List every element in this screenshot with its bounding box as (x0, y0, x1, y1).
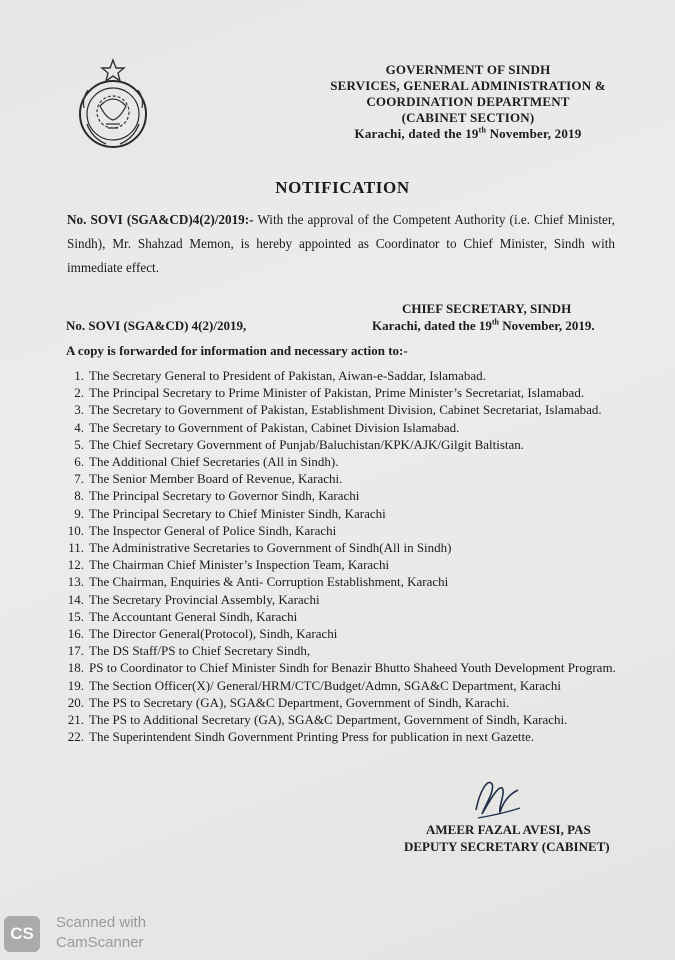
list-item-number: 14. (67, 591, 84, 607)
list-item-number: 10. (67, 522, 84, 538)
list-item-number: 8. (74, 488, 84, 504)
recipient-list (52, 367, 672, 745)
list-item (52, 384, 672, 401)
list-item (52, 367, 672, 384)
list-item (52, 659, 672, 676)
list-item-text: The DS Staff/PS to Chief Secretary Sindh, (89, 643, 311, 659)
list-item-text: The Secretary to Government of Pakistan, Establishment Division, Cabinet Secretariat, Islamabad. (89, 402, 602, 418)
letterhead-line: (CABINET SECTION) (401, 110, 535, 125)
list-item (52, 470, 672, 487)
list-item-text: PS to Coordinator to Chief Minister Sindh for Benazir Bhutto Shaheed Youth Development Program. (89, 660, 616, 676)
list-item-number: 16. (67, 626, 84, 642)
list-item-number: 13. (67, 574, 84, 590)
list-item-text: The Accountant General Sindh, Karachi (89, 608, 298, 624)
list-item-number: 22. (67, 729, 84, 745)
list-item (52, 711, 672, 728)
list-item-number: 4. (74, 419, 84, 435)
chief-secretary: CHIEF SECRETARY, SINDH (402, 301, 572, 316)
letterhead-date: Karachi, dated the 19th November, 2019 (354, 125, 582, 141)
list-item (52, 608, 672, 625)
list-item (52, 419, 672, 436)
list-item (52, 591, 672, 608)
list-item-number: 17. (67, 643, 84, 659)
list-item (52, 487, 672, 504)
list-item-text: The Superintendent Sindh Government Printing Press for publication in next Gazette. (89, 729, 535, 745)
signatory-name: AMEER FAZAL AVESI, PAS (426, 822, 591, 837)
list-item-number: 15. (67, 608, 84, 624)
list-item (52, 694, 672, 711)
list-item-text: The Chairman, Enquiries & Anti- Corruption Establishment, Karachi (89, 574, 449, 590)
list-item-text: The Secretary Provincial Assembly, Karachi (89, 591, 320, 607)
list-item (52, 539, 672, 556)
list-item-text: The Chairman Chief Minister’s Inspection Team, Karachi (89, 557, 390, 573)
list-item (52, 573, 672, 590)
list-item (52, 453, 672, 470)
letterhead-line: COORDINATION DEPARTMENT (366, 94, 570, 109)
list-item-text: The Additional Chief Secretaries (All in Sindh). (89, 454, 339, 470)
list-item (52, 556, 672, 573)
watermark-line: CamScanner (56, 934, 144, 951)
list-item-number: 9. (74, 505, 84, 521)
list-item (52, 677, 672, 694)
watermark-line: Scanned with (56, 914, 147, 931)
list-item-number: 5. (74, 436, 84, 452)
list-item-text: The Administrative Secretaries to Government of Sindh(All in Sindh) (89, 540, 452, 556)
list-item (52, 401, 672, 418)
list-item (52, 505, 672, 522)
copy-date: Karachi, dated the 19th November, 2019. (372, 317, 595, 333)
letterhead-line: SERVICES, GENERAL ADMINISTRATION & (330, 78, 606, 93)
list-item-number: 21. (67, 712, 84, 728)
chief-secretary-block (380, 301, 620, 317)
copy-intro: A copy is forwarded for information and necessary action to:- (66, 343, 408, 358)
list-item-number: 18. (67, 660, 84, 676)
page-title: NOTIFICATION (275, 178, 410, 197)
list-item-number: 7. (74, 471, 84, 487)
list-item-text: The Inspector General of Police Sindh, Karachi (89, 522, 337, 538)
camscanner-logo: CS (4, 916, 40, 952)
list-item-number: 1. (74, 368, 84, 383)
list-item-text: The Secretary to Government of Pakistan, Cabinet Division Islamabad. (89, 419, 460, 435)
copy-ref: No. SOVI (SGA&CD) 4(2)/2019, (66, 318, 247, 333)
signatory-designation: DEPUTY SECRETARY (CABINET) (404, 839, 610, 854)
list-item (52, 625, 672, 642)
notification-paragraph (67, 208, 615, 280)
list-item-text: The Senior Member Board of Revenue, Karachi. (89, 471, 343, 487)
list-item-number: 6. (74, 454, 84, 470)
list-item-number: 20. (67, 694, 84, 710)
list-item-text: The Secretary General to President of Pakistan, Aiwan-e-Saddar, Islamabad. (89, 368, 486, 383)
letterhead (318, 62, 618, 142)
list-item (52, 522, 672, 539)
list-item-text: The Director General(Protocol), Sindh, Karachi (89, 626, 338, 642)
list-item (52, 436, 672, 453)
list-item-number: 3. (74, 402, 84, 418)
signature-icon (468, 770, 528, 830)
notification-ref: No. SOVI (SGA&CD)4(2)/2019:- (67, 212, 254, 227)
list-item-number: 2. (74, 385, 84, 401)
list-item-number: 11. (68, 540, 84, 556)
notification-body: With the approval of the Competent Authority (i.e. Chief Minister, Sindh), Mr. Shahzad Memon, is hereby appointed as Coordinator to Chief Minister, Sindh with immediate effect. (67, 212, 615, 275)
list-item-text: The PS to Additional Secretary (GA), SGA&C Department, Government of Sindh, Karachi. (89, 712, 568, 728)
list-item-text: The Principal Secretary to Governor Sindh, Karachi (89, 488, 360, 504)
list-item-text: The Chief Secretary Government of Punjab/Baluchistan/KPK/AJK/Gilgit Baltistan. (89, 436, 525, 452)
list-item-text: The Section Officer(X)/ General/HRM/CTC/Budget/Admn, SGA&C Department, Karachi (89, 677, 561, 693)
list-item-text: The Principal Secretary to Prime Minister of Pakistan, Prime Minister’s Secretariat, Islamabad. (89, 385, 585, 401)
camscanner-watermark (0, 906, 220, 960)
list-item-text: The Principal Secretary to Chief Minister Sindh, Karachi (89, 505, 386, 521)
list-item-number: 12. (67, 557, 84, 573)
list-item-text: The PS to Secretary (GA), SGA&C Department, Government of Sindh, Karachi. (89, 694, 510, 710)
letterhead-line: GOVERNMENT OF SINDH (385, 62, 551, 77)
list-item (52, 642, 672, 659)
list-item (52, 728, 672, 745)
sindh-government-seal-icon (70, 58, 156, 150)
list-item-number: 19. (67, 677, 84, 693)
